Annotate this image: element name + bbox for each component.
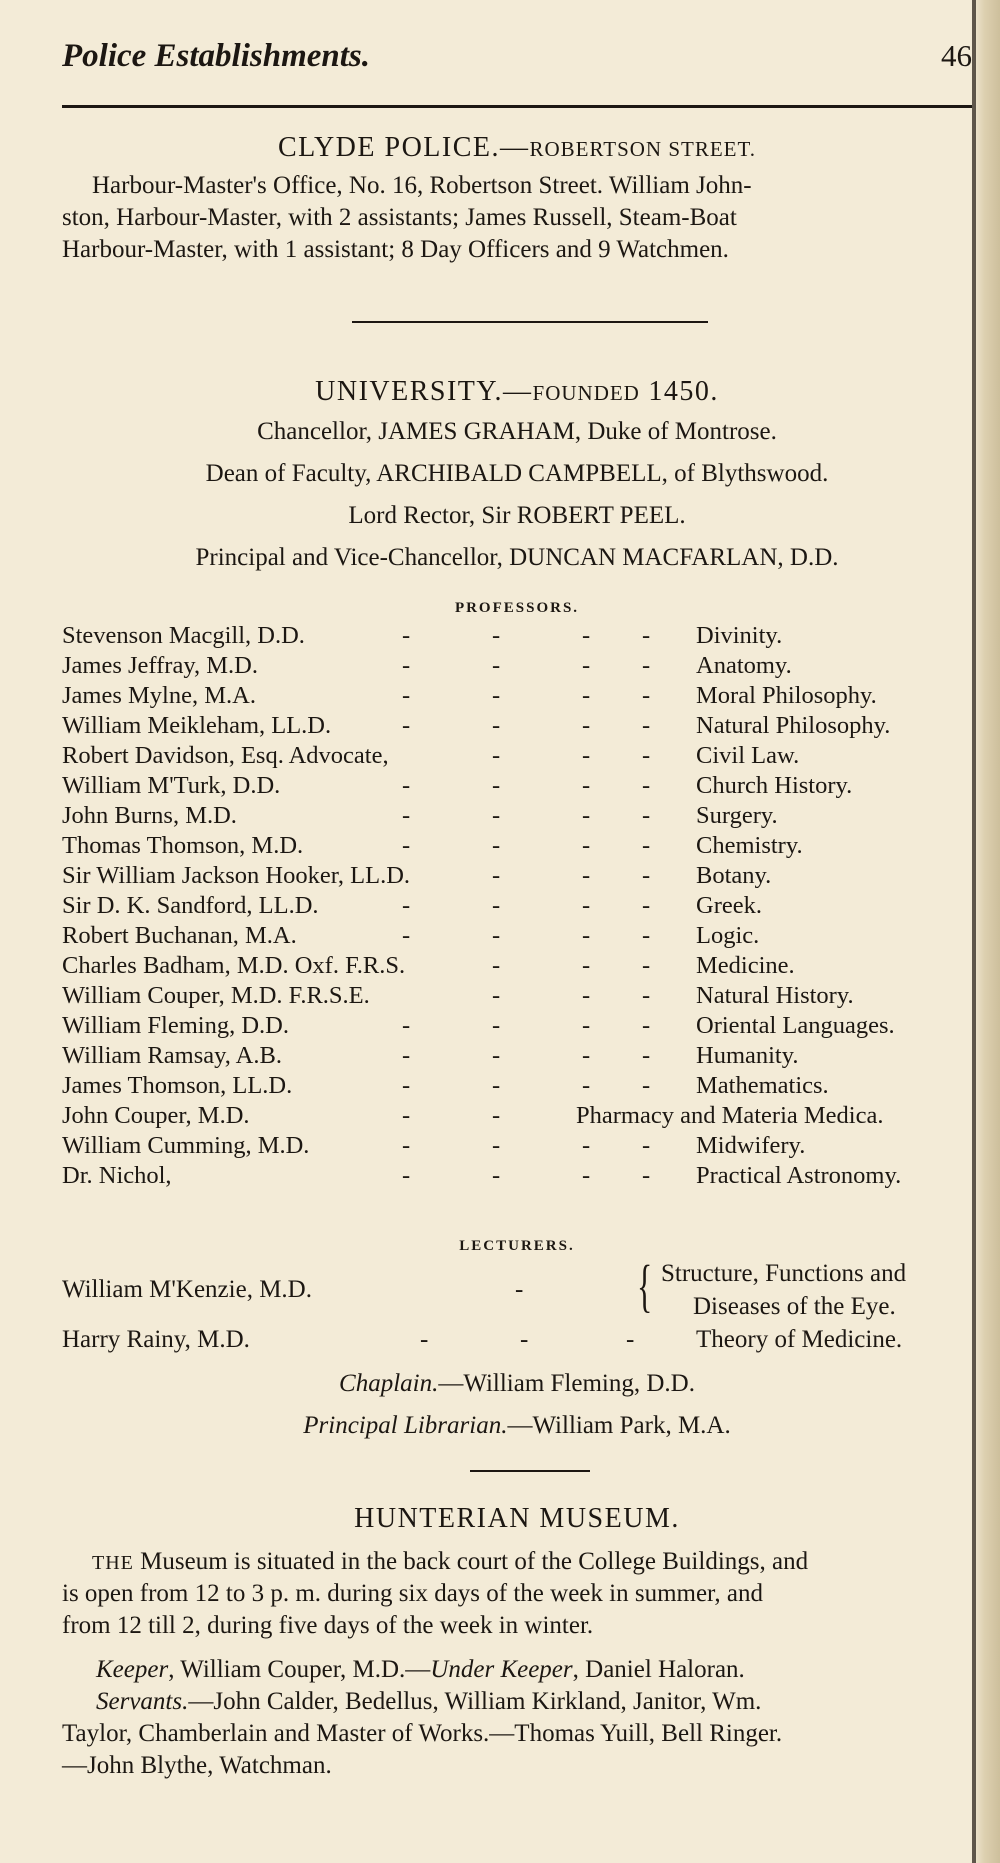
professor-subject: Natural History. xyxy=(696,982,854,1009)
professor-name: James Mylne, M.A. xyxy=(62,682,256,709)
professor-subject: Church History. xyxy=(696,772,853,799)
leader-dash: - xyxy=(402,712,411,739)
short-divider xyxy=(470,1470,590,1472)
lecturer-rainy-dash-3: - xyxy=(626,1326,635,1353)
librarian-line xyxy=(62,1412,972,1440)
leader-dash: - xyxy=(642,1012,651,1039)
professor-name: William M'Turk, D.D. xyxy=(62,772,281,799)
leader-dash: - xyxy=(582,622,591,649)
university-heading-year: 1450. xyxy=(639,376,719,407)
leader-dash: - xyxy=(642,922,651,949)
professor-name: Robert Buchanan, M.A. xyxy=(62,922,297,949)
leader-dash: - xyxy=(642,1162,651,1189)
professor-name: James Thomson, LL.D. xyxy=(62,1072,293,1099)
leader-dash: - xyxy=(492,862,501,889)
chaplain-label: Chaplain. xyxy=(339,1370,439,1397)
hunterian-para-line-2: is open from 12 to 3 p. m. during six days of the week in summer, and xyxy=(62,1580,763,1607)
lecturer-rainy-subject: Theory of Medicine. xyxy=(696,1326,903,1353)
leader-dash: - xyxy=(582,1042,591,1069)
clyde-police-heading-main: CLYDE POLICE.— xyxy=(277,132,530,163)
clyde-police-line-2: ston, Harbour-Master, with 2 assistants; James Russell, Steam-Boat xyxy=(62,204,737,231)
leader-dash: - xyxy=(582,952,591,979)
professor-name: Sir William Jackson Hooker, LL.D. xyxy=(62,862,411,889)
leader-dash: - xyxy=(642,712,651,739)
leader-dash: - xyxy=(492,922,501,949)
professor-row xyxy=(62,622,972,652)
leader-dash: - xyxy=(492,1042,501,1069)
leader-dash: - xyxy=(642,862,651,889)
professor-subject: Greek. xyxy=(696,892,762,919)
professor-name: Stevenson Macgill, D.D. xyxy=(62,622,305,649)
professor-name: Sir D. K. Sandford, LL.D. xyxy=(62,892,319,919)
professor-subject: Humanity. xyxy=(696,1042,799,1069)
hunterian-para-the: THE xyxy=(92,1552,134,1574)
university-dean: Dean of Faculty, ARCHIBALD CAMPBELL, of Blythswood. xyxy=(205,460,829,487)
professor-subject: Mathematics. xyxy=(696,1072,829,1099)
professor-name: Dr. Nichol, xyxy=(62,1162,172,1189)
clyde-police-heading-street: ROBERTSON STREET. xyxy=(529,137,757,161)
leader-dash: - xyxy=(492,1132,501,1159)
professors-list xyxy=(62,622,972,1192)
professor-row xyxy=(62,1012,972,1042)
leader-dash: - xyxy=(492,892,501,919)
leader-dash: - xyxy=(402,1132,411,1159)
leader-dash: - xyxy=(642,742,651,769)
leader-dash: - xyxy=(492,1162,501,1189)
lecturers-heading: LECTURERS. xyxy=(459,1238,575,1254)
leader-dash: - xyxy=(402,1072,411,1099)
leader-dash: - xyxy=(402,832,411,859)
leader-dash: - xyxy=(492,742,501,769)
keeper-label: Keeper xyxy=(96,1656,169,1683)
leader-dash: - xyxy=(642,682,651,709)
professor-row xyxy=(62,982,972,1012)
leader-dash: - xyxy=(582,802,591,829)
lecturer-mckenzie-name: William M'Kenzie, M.D. xyxy=(62,1276,312,1303)
leader-dash: - xyxy=(492,952,501,979)
leader-dash: - xyxy=(492,1102,501,1129)
professor-row xyxy=(62,892,972,922)
servants-value: —John Calder, Bedellus, William Kirkland, Janitor, Wm. xyxy=(188,1688,762,1715)
leader-dash: - xyxy=(582,892,591,919)
lecturer-rainy-dash-2: - xyxy=(520,1326,529,1353)
hunterian-para-line-1 xyxy=(92,1548,808,1576)
hunterian-heading: HUNTERIAN MUSEUM. xyxy=(354,1503,680,1534)
leader-dash: - xyxy=(492,802,501,829)
professor-subject: Civil Law. xyxy=(696,742,800,769)
leader-dash: - xyxy=(582,712,591,739)
leader-dash: - xyxy=(402,922,411,949)
leader-dash: - xyxy=(642,982,651,1009)
leader-dash: - xyxy=(642,892,651,919)
hunterian-para-line-3: from 12 till 2, during five days of the week in winter. xyxy=(62,1612,594,1639)
leader-dash: - xyxy=(642,802,651,829)
leader-dash: - xyxy=(402,892,411,919)
professor-row xyxy=(62,772,972,802)
page-number: 46 xyxy=(941,38,972,73)
professor-subject: Practical Astronomy. xyxy=(696,1162,902,1189)
leader-dash: - xyxy=(582,1012,591,1039)
lecturer-mckenzie-dash: - xyxy=(515,1276,524,1303)
leader-dash: - xyxy=(492,772,501,799)
leader-dash: - xyxy=(402,802,411,829)
university-chancellor: Chancellor, JAMES GRAHAM, Duke of Montrose. xyxy=(257,418,777,445)
clyde-police-line-3: Harbour-Master, with 1 assistant; 8 Day Officers and 9 Watchmen. xyxy=(62,236,729,263)
leader-dash: - xyxy=(492,652,501,679)
leader-dash: - xyxy=(492,1072,501,1099)
professor-name: John Burns, M.D. xyxy=(62,802,237,829)
leader-dash: - xyxy=(642,1072,651,1099)
librarian-value: —William Park, M.A. xyxy=(507,1412,731,1439)
leader-dash: - xyxy=(582,922,591,949)
professor-subject: Botany. xyxy=(696,862,772,889)
servants-line-3: —John Blythe, Watchman. xyxy=(62,1752,332,1779)
leader-dash: - xyxy=(642,952,651,979)
professor-subject: Logic. xyxy=(696,922,760,949)
professor-subject: Chemistry. xyxy=(696,832,803,859)
university-principal: Principal and Vice-Chancellor, DUNCAN MACFARLAN, D.D. xyxy=(195,544,839,571)
keeper-value: , William Couper, M.D.— xyxy=(168,1656,431,1683)
leader-dash: - xyxy=(492,682,501,709)
professor-row xyxy=(62,712,972,742)
professor-row xyxy=(62,1102,972,1132)
lecturer-rainy-name: Harry Rainy, M.D. xyxy=(62,1326,250,1353)
university-heading xyxy=(62,376,972,408)
leader-dash: - xyxy=(582,1072,591,1099)
professor-name: William Ramsay, A.B. xyxy=(62,1042,282,1069)
professor-row xyxy=(62,862,972,892)
leader-dash: - xyxy=(582,682,591,709)
university-heading-founded: FOUNDED xyxy=(532,381,640,405)
leader-dash: - xyxy=(402,682,411,709)
university-heading-main: UNIVERSITY.— xyxy=(315,376,533,407)
clyde-police-heading xyxy=(62,132,972,164)
professor-name: William Meikleham, LL.D. xyxy=(62,712,332,739)
professor-subject: Anatomy. xyxy=(696,652,792,679)
running-head xyxy=(62,38,972,82)
leader-dash: - xyxy=(642,772,651,799)
professor-name: Robert Davidson, Esq. Advocate, xyxy=(62,742,389,769)
running-title: Police Establishments. xyxy=(62,38,371,74)
leader-dash: - xyxy=(492,832,501,859)
leader-dash: - xyxy=(492,712,501,739)
chaplain-line xyxy=(62,1370,972,1398)
university-rector: Lord Rector, Sir ROBERT PEEL. xyxy=(348,502,686,529)
professor-name: John Couper, M.D. xyxy=(62,1102,250,1129)
leader-dash: - xyxy=(492,982,501,1009)
page-edge-line xyxy=(972,0,976,1863)
leader-dash: - xyxy=(402,622,411,649)
servants-line-2: Taylor, Chamberlain and Master of Works.—Thomas Yuill, Bell Ringer. xyxy=(62,1720,783,1747)
section-divider xyxy=(352,321,708,323)
professor-row xyxy=(62,1132,972,1162)
professor-subject: Surgery. xyxy=(696,802,778,829)
leader-dash: - xyxy=(582,1162,591,1189)
professor-subject: Pharmacy and Materia Medica. xyxy=(576,1102,884,1129)
leader-dash: - xyxy=(582,982,591,1009)
chaplain-value: —William Fleming, D.D. xyxy=(438,1370,695,1397)
professor-subject: Divinity. xyxy=(696,622,783,649)
professor-subject: Natural Philosophy. xyxy=(696,712,891,739)
leader-dash: - xyxy=(402,1162,411,1189)
leader-dash: - xyxy=(582,772,591,799)
leader-dash: - xyxy=(582,862,591,889)
lecturer-mckenzie-subject-2: Diseases of the Eye. xyxy=(693,1293,896,1320)
professor-row xyxy=(62,922,972,952)
professor-name: James Jeffray, M.D. xyxy=(62,652,258,679)
professor-row xyxy=(62,1072,972,1102)
professor-row xyxy=(62,802,972,832)
leader-dash: - xyxy=(642,1132,651,1159)
hunterian-para-line-1-text: Museum is situated in the back court of the College Buildings, and xyxy=(133,1548,809,1575)
page-edge-shadow xyxy=(974,0,1000,1863)
under-keeper-label: Under Keeper xyxy=(430,1656,573,1683)
professor-name: William Fleming, D.D. xyxy=(62,1012,289,1039)
clyde-police-line-1: Harbour-Master's Office, No. 16, Robertson Street. William John- xyxy=(92,172,752,199)
leader-dash: - xyxy=(402,772,411,799)
professor-name: Charles Badham, M.D. Oxf. F.R.S. xyxy=(62,952,406,979)
professor-row xyxy=(62,652,972,682)
lecturer-rainy-dash-1: - xyxy=(420,1326,429,1353)
leader-dash: - xyxy=(642,652,651,679)
professor-row xyxy=(62,832,972,862)
leader-dash: - xyxy=(642,1042,651,1069)
servants-line xyxy=(96,1688,761,1716)
leader-dash: - xyxy=(402,1102,411,1129)
professor-subject: Oriental Languages. xyxy=(696,1012,895,1039)
leader-dash: - xyxy=(402,652,411,679)
leader-dash: - xyxy=(402,1012,411,1039)
librarian-label: Principal Librarian. xyxy=(303,1412,508,1439)
professor-name: William Couper, M.D. F.R.S.E. xyxy=(62,982,370,1009)
leader-dash: - xyxy=(582,742,591,769)
leader-dash: - xyxy=(492,1012,501,1039)
professor-row xyxy=(62,952,972,982)
leader-dash: - xyxy=(642,832,651,859)
leader-dash: - xyxy=(582,1132,591,1159)
professor-subject: Midwifery. xyxy=(696,1132,806,1159)
leader-dash: - xyxy=(642,622,651,649)
head-rule xyxy=(62,105,972,108)
keeper-line xyxy=(96,1656,745,1684)
professor-row xyxy=(62,742,972,772)
professor-name: Thomas Thomson, M.D. xyxy=(62,832,304,859)
leader-dash: - xyxy=(582,652,591,679)
leader-dash: - xyxy=(492,622,501,649)
leader-dash: - xyxy=(582,832,591,859)
servants-label: Servants. xyxy=(96,1688,189,1715)
professor-row xyxy=(62,682,972,712)
professor-subject: Medicine. xyxy=(696,952,795,979)
curly-brace: { xyxy=(637,1253,653,1318)
professors-heading: PROFESSORS. xyxy=(454,600,580,616)
professor-row xyxy=(62,1162,972,1192)
lecturer-mckenzie-subject-1: Structure, Functions and xyxy=(661,1260,907,1287)
professor-name: William Cumming, M.D. xyxy=(62,1132,310,1159)
professor-subject: Moral Philosophy. xyxy=(696,682,877,709)
under-keeper-value: , Daniel Haloran. xyxy=(572,1656,745,1683)
leader-dash: - xyxy=(402,1042,411,1069)
professor-row xyxy=(62,1042,972,1072)
